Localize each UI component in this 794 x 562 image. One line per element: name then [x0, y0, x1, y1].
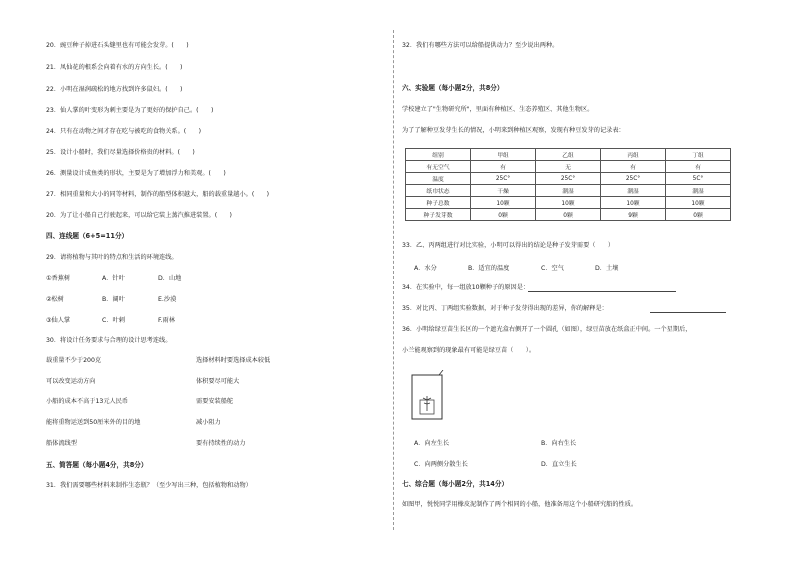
- match2-right-5: 要有持续性的动力: [196, 440, 246, 447]
- question-36-line2: 小兰能观察到的现象最有可能是绿豆苗（ ）。: [402, 347, 536, 354]
- column-divider: [393, 30, 394, 530]
- table-cell: 潮湿: [601, 185, 666, 197]
- match1-right-2: E.沙漠: [158, 296, 177, 303]
- match2-left-4: 能将重物运送到50厘米外的目的地: [46, 419, 141, 426]
- table-cell: 有: [471, 161, 536, 173]
- q33-option-c: C．空气: [541, 265, 564, 272]
- question-20b: 20．为了让小船自己行驶起来，可以给它装上蒸汽推进装置。( ): [46, 212, 232, 219]
- question-35: 35．对比丙、丁两组实验数据，对于种子发芽得出现的差异，你的解释是：: [402, 305, 608, 312]
- table-cell: 丙组: [601, 149, 666, 161]
- question-21: 21．凤仙花的根系会向着有水的方向生长。( ): [46, 64, 183, 71]
- section-6-heading: 六、实验题（每小题2分，共8分）: [402, 84, 504, 92]
- table-cell: 25C°: [601, 173, 666, 185]
- match1-right-1: D．山地: [158, 275, 182, 282]
- question-29: 29．请将植物与其叶的特点和生活的环境连线。: [46, 254, 178, 261]
- question-33: 33．乙、丙两组进行对比实验，小明可以得出的结论是种子发芽需要（ ）: [402, 242, 615, 249]
- question-27: 27．相同重量和大小的同等材料，制作的船型体积越大，船的载重量越小。( ): [46, 191, 270, 198]
- match1-left-3: ③仙人掌: [46, 317, 71, 324]
- q36-option-d: D．直立生长: [541, 461, 577, 468]
- question-31: 31．我们需要哪些材料来制作生态瓶？（至少写出三种，包括植物和动物）: [46, 482, 252, 489]
- q36-option-c: C．向两侧分散生长: [414, 461, 468, 468]
- table-row: [406, 149, 731, 161]
- germination-table: [405, 148, 731, 221]
- match2-left-5: 船体流线型: [46, 440, 77, 447]
- match1-right-3: F.雨林: [158, 317, 175, 324]
- q34-answer-line[interactable]: [528, 291, 676, 292]
- table-cell: 0颗: [471, 209, 536, 221]
- match2-right-2: 体积要尽可能大: [196, 378, 240, 385]
- table-cell: 25C°: [471, 173, 536, 185]
- table-cell: 乙组: [536, 149, 601, 161]
- table-cell: 无: [536, 161, 601, 173]
- table-cell: 种子发芽数: [406, 209, 471, 221]
- table-cell: 有: [666, 161, 731, 173]
- table-cell: 种子总数: [406, 197, 471, 209]
- table-cell: 有: [601, 161, 666, 173]
- experiment-intro-1: 学校建立了"生物研究所"，里面有种植区、生态养殖区、其他生物区。: [402, 106, 594, 113]
- table-cell: 有无空气: [406, 161, 471, 173]
- table-cell: 10颗: [666, 197, 731, 209]
- q35-answer-line[interactable]: [650, 312, 726, 313]
- section-7-heading: 七、综合题（每小题2分，共14分）: [402, 480, 509, 488]
- question-24: 24．只有在动物之间才存在吃与被吃的食物关系。( ): [46, 128, 202, 135]
- section-4-heading: 四、连线题（6+5=11分）: [46, 232, 129, 240]
- q36-option-a: A．向左生长: [414, 440, 450, 447]
- table-cell: 10颗: [601, 197, 666, 209]
- question-30: 30．将设计任务要求与合理的设计思考连线。: [46, 337, 172, 344]
- table-cell: 5C°: [666, 173, 731, 185]
- table-row: [406, 161, 731, 173]
- table-cell: 甲组: [471, 149, 536, 161]
- q33-option-b: B．适宜的温度: [468, 265, 510, 272]
- match1-mid-3: C．叶刺: [102, 317, 125, 324]
- q33-option-a: A．水分: [414, 265, 437, 272]
- table-cell: 温度: [406, 173, 471, 185]
- table-cell: 纸巾状态: [406, 185, 471, 197]
- q36-option-b: B．向右生长: [541, 440, 577, 447]
- match1-left-1: ①香蕉树: [46, 275, 71, 282]
- table-cell: 潮湿: [666, 185, 731, 197]
- experiment-intro-2: 为了了解种豆发芽生长的情况，小明来到种植区观察，发现有种豆发芽的记录表：: [402, 127, 625, 134]
- question-36-line1: 36．小明给绿豆苗生长区的一个遮光盒右侧开了一个圆孔（如图），绿豆苗放在纸盒正中间。一个星期后，: [402, 326, 692, 333]
- match2-left-3: 小船的成本不高于13元人民币: [46, 398, 129, 405]
- table-cell: 0颗: [666, 209, 731, 221]
- match1-mid-1: A．针叶: [102, 275, 125, 282]
- question-23: 23．仙人掌的叶变形为刺主要是为了更好的保护自己。( ): [46, 107, 214, 114]
- seedling-box-figure: [410, 370, 444, 420]
- table-cell: 9颗: [601, 209, 666, 221]
- question-25: 25．设计小船时，我们尽量选择价格贵的材料。( ): [46, 149, 195, 156]
- question-34: 34．在实验中，每一组放10颗种子的原因是：: [402, 284, 530, 291]
- table-row: [406, 209, 731, 221]
- q33-option-d: D．土壤: [595, 265, 619, 272]
- table-cell: 干燥: [471, 185, 536, 197]
- match1-left-2: ②松树: [46, 296, 64, 303]
- table-cell: 10颗: [471, 197, 536, 209]
- table-cell: 组别: [406, 149, 471, 161]
- question-37: 如图甲，悦悦同学用橡皮泥制作了两个相同的小船，他准备用这个小船研究船的性质。: [402, 501, 638, 508]
- table-cell: 丁组: [666, 149, 731, 161]
- match2-right-3: 需要安装船舵: [196, 398, 234, 405]
- table-cell: 潮湿: [536, 185, 601, 197]
- match2-right-1: 选择材料时要选择成本较低: [196, 357, 271, 364]
- table-cell: 0颗: [536, 209, 601, 221]
- question-22: 22．小明在湿润疏松的地方找到许多鼠妇。( ): [46, 86, 183, 93]
- section-5-heading: 五、简答题（每小题4分，共8分）: [46, 461, 148, 469]
- match2-right-4: 减小阻力: [196, 419, 221, 426]
- question-32: 32．我们有哪些方法可以给船提供动力？至少说出两种。: [402, 42, 559, 49]
- question-20a: 20．豌豆种子掉进石头缝里也有可能会发芽。( ): [46, 42, 189, 49]
- table-row: [406, 185, 731, 197]
- match2-left-2: 可以改变运动方向: [46, 378, 96, 385]
- match1-mid-2: B．阔叶: [102, 296, 125, 303]
- table-cell: 10颗: [536, 197, 601, 209]
- table-cell: 25C°: [536, 173, 601, 185]
- question-26: 26．测量设计成鱼类的形状，主要是为了增加浮力和美观。( ): [46, 170, 226, 177]
- match2-left-1: 载重量不少于200克: [46, 357, 102, 364]
- table-row: [406, 173, 731, 185]
- table-row: [406, 197, 731, 209]
